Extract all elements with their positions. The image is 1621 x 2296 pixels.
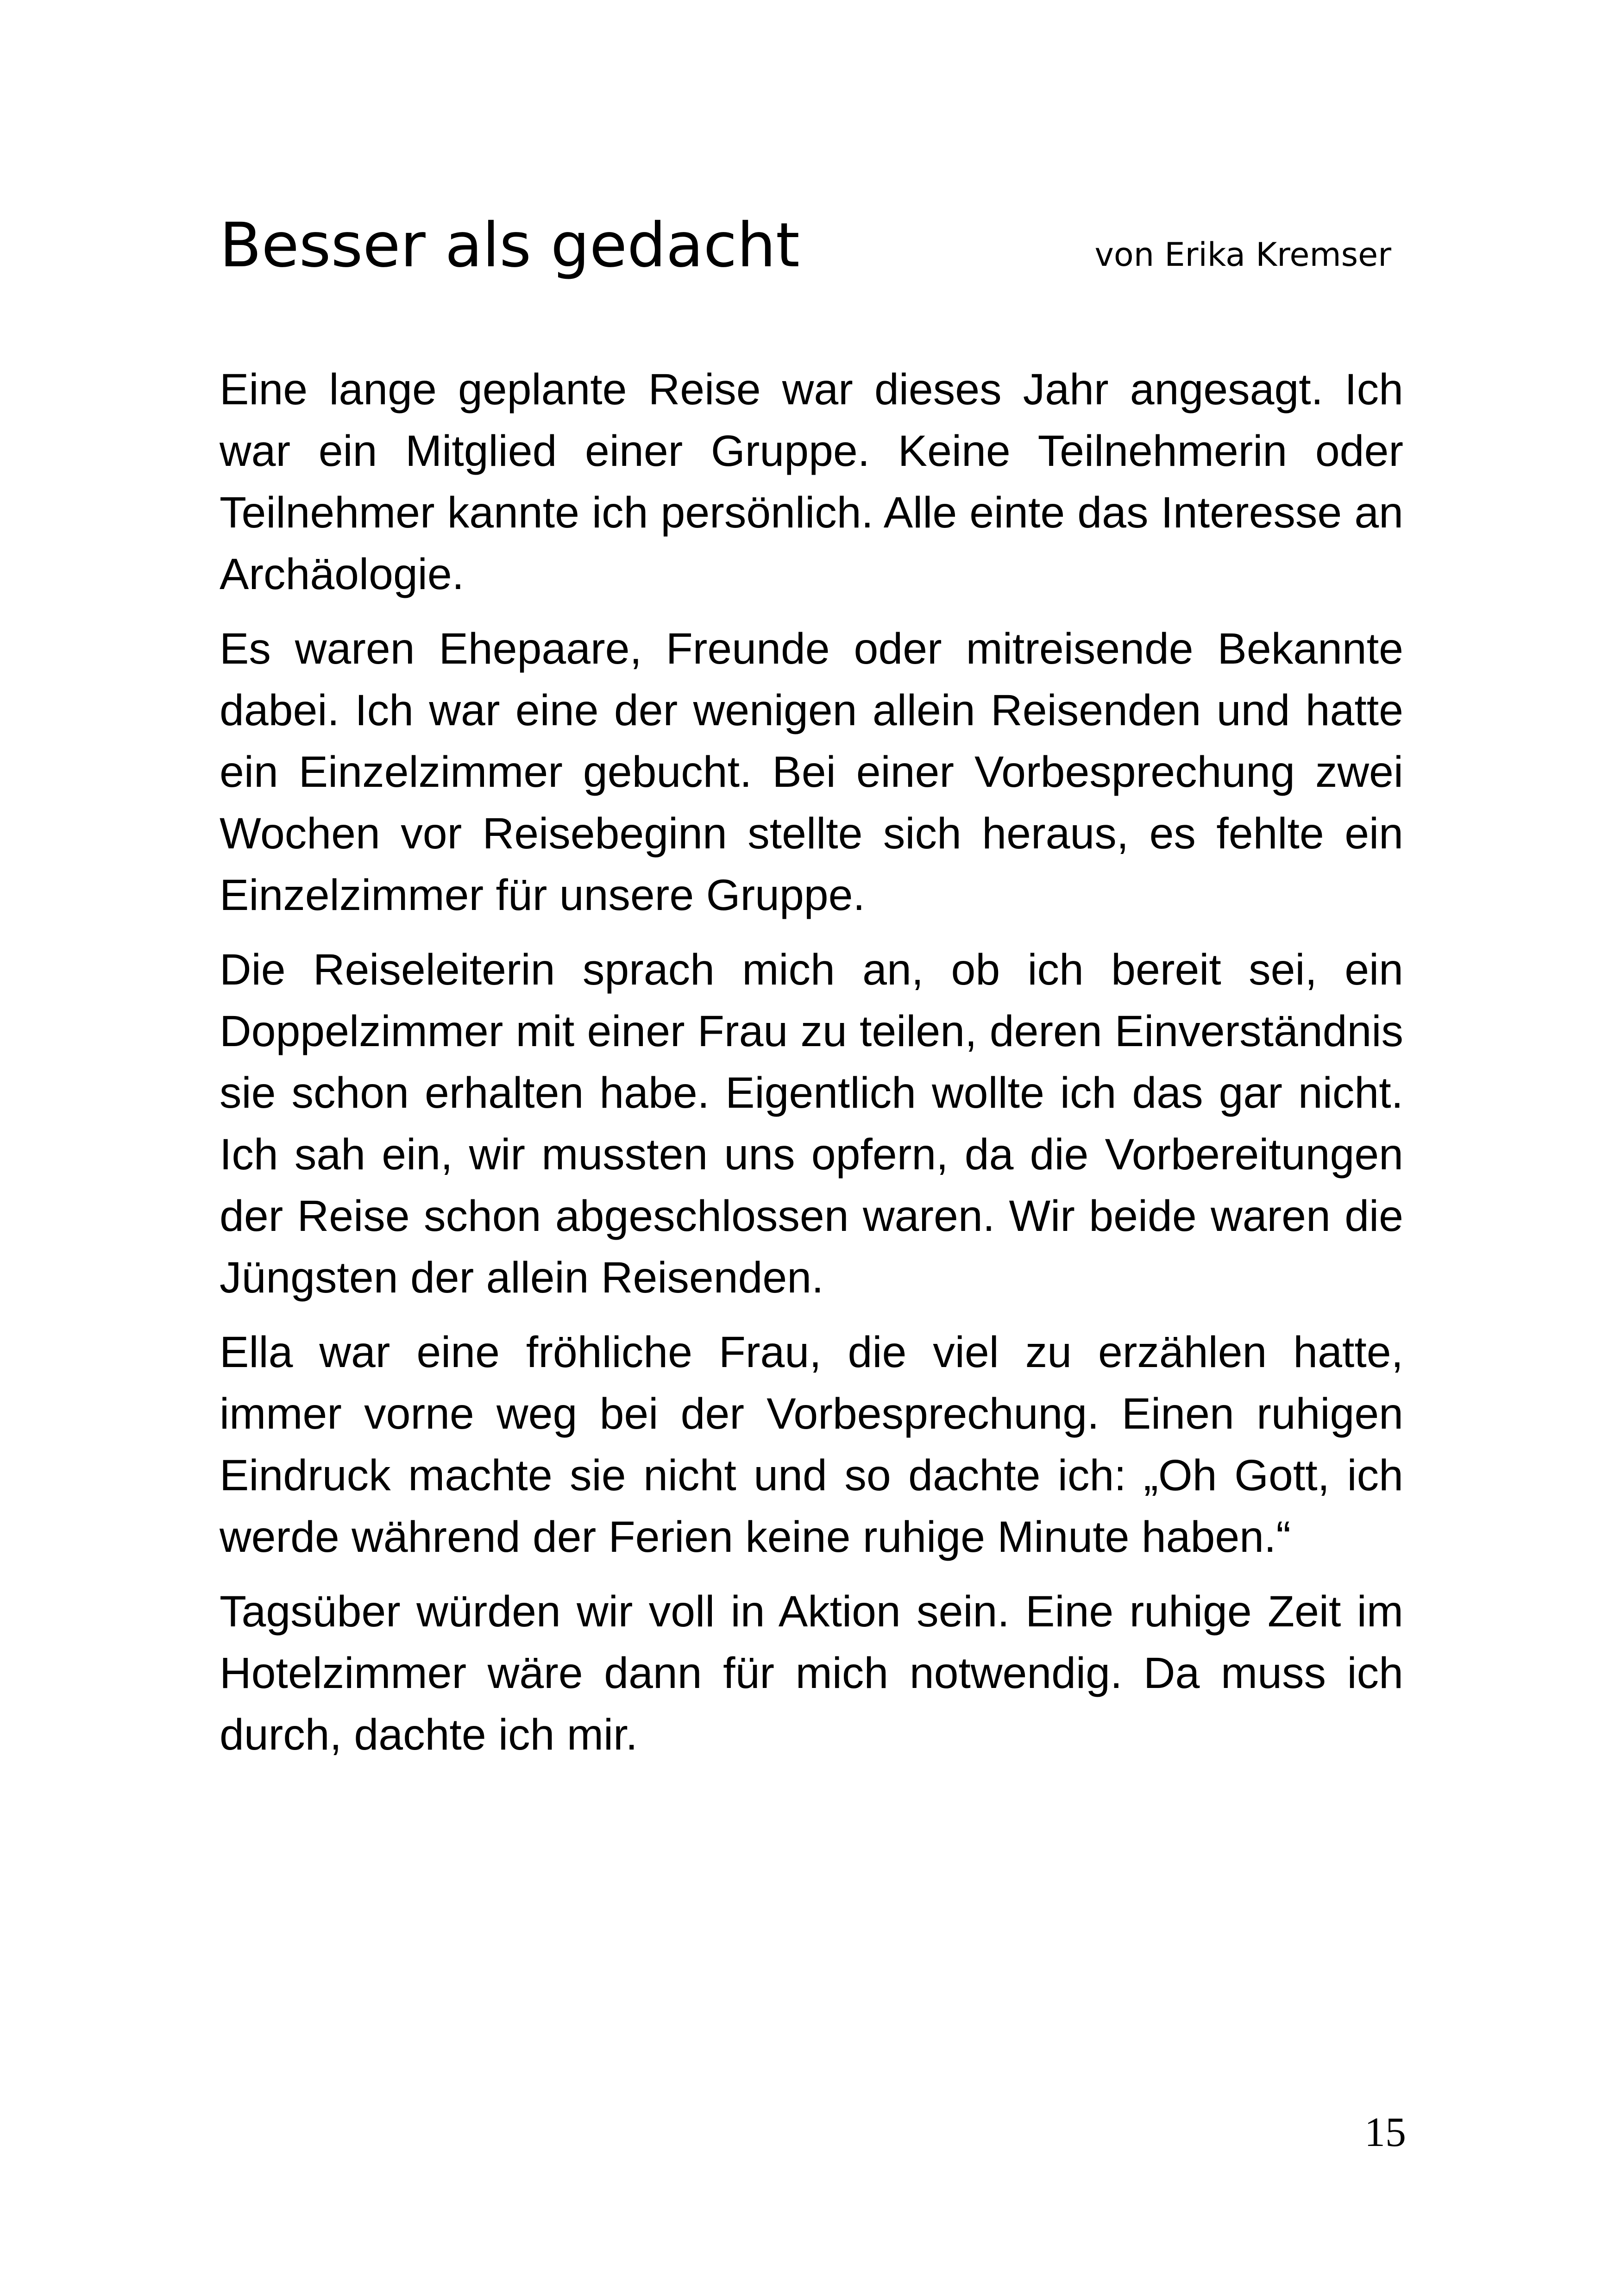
paragraph: Ella war eine fröhliche Frau, die viel zu erzählen hatte, immer vorne weg bei der Vorbesprechung. Einen ruhigen Eindruck machte sie nicht und so dachte ich: „Oh Gott, ich werde während der Ferien keine ruhige Minute haben.“ [220,1328,1403,1562]
paragraph: Eine lange geplante Reise war dieses Jahr angesagt. Ich war ein Mitglied einer Gruppe. Keine Teilnehmerin oder Teilnehmer kannte ich persönlich. Alle einte das Interesse an Archäologie. [220,365,1403,599]
page-number: 15 [1364,2109,1406,2155]
body-text [220,359,1403,1779]
page-title: Besser als gedacht [220,210,800,281]
paragraph: Es waren Ehepaare, Freunde oder mitreisende Bekannte dabei. Ich war eine der wenigen allein Reisenden und hatte ein Einzelzimmer gebucht. Bei einer Vorbesprechung zwei Wochen vor Reisebeginn stellte sich heraus, es fehlte ein Einzelzimmer für unsere Gruppe. [220,624,1403,920]
paragraph: Tagsüber würden wir voll in Aktion sein. Eine ruhige Zeit im Hotelzimmer wäre dann für mich notwendig. Da muss ich durch, dachte ich mir. [220,1587,1403,1759]
author-byline: von Erika Kremser [1094,236,1391,274]
paragraph: Die Reiseleiterin sprach mich an, ob ich bereit sei, ein Doppelzimmer mit einer Frau zu teilen, deren Einverständnis sie schon erhalten habe. Eigentlich wollte ich das gar nicht. Ich sah ein, wir mussten uns opfern, da die Vorbereitungen der Reise schon abgeschlossen waren. Wir beide waren die Jüngsten der allein Reisenden. [220,945,1403,1302]
